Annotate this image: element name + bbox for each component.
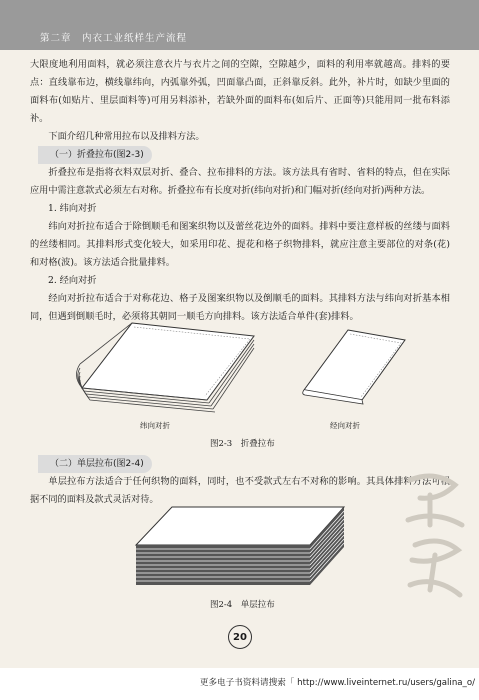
page-body (30, 56, 450, 326)
figure-caption: 图2-3 折叠拉布 (210, 439, 275, 449)
section-heading: （一）折叠拉布(图2-3) (38, 146, 152, 164)
chapter-header (0, 0, 479, 50)
single-layer-spreading-illustration (132, 505, 347, 590)
subsection-heading: 1. 纬向对折 (48, 203, 97, 214)
figure-caption: 图2-4 单层拉布 (210, 600, 275, 610)
paragraph: 经向对折拉布适合于对称花边、格子及图案织物以及倒顺毛的面料。其排料方法与纬向对折基本相同，但遇到倒顺毛时，必须将其朝同一顺毛方向排料。该方法适合单件(套)排料。 (30, 293, 450, 322)
subsection-heading: 2. 经向对折 (48, 275, 97, 286)
calligraphy-watermark-icon (400, 470, 470, 610)
page-number: 20 (228, 625, 252, 649)
footer-text: 更多电子书资料请搜索「 http://www.liveinternet.ru/users/galina_o/ (199, 678, 475, 688)
paragraph: 大限度地利用面料，就必须注意衣片与衣片之间的空隙，空隙越少，面料的利用率就越高。排料的要点：直线靠布边，横线靠纬向，内弧靠外弧，凹面靠凸面，正斜靠反斜。此外，补片时，如缺少里面的面料布(如贴片、里层面料等)可用另料添补，若缺外面的面料布(如后片、正面等)只能用同一批布料添补。 (30, 59, 450, 124)
figure-label-right: 经向对折 (330, 421, 360, 430)
paragraph: 折叠拉布是指将衣料双层对折、叠合、拉布排料的方法。该方法具有省时、省料的特点，但在实际应用中需注意款式必须左右对称。折叠拉布有长度对折(纬向对折)和门幅对折(经向对折)两种方法。 (30, 167, 450, 196)
chapter-title: 第二章 内衣工业纸样生产流程 (40, 33, 188, 44)
section-heading: （二）单层拉布(图2-4) (38, 455, 152, 473)
page-body-lower (30, 455, 450, 509)
paragraph: 下面介绍几种常用拉布以及排料方法。 (48, 131, 205, 142)
footer-bar (0, 676, 479, 696)
paragraph: 单层拉布方法适合于任何织物的面料，同时，也不受款式左右不对称的影响。其具体排料方法可根据不同的面料及款式灵活对待。 (30, 476, 450, 505)
figure-label-left: 纬向对折 (140, 421, 170, 430)
weft-fold-illustration (72, 318, 257, 418)
warp-fold-illustration (300, 328, 410, 408)
paragraph: 纬向对折拉布适合于除倒顺毛和图案织物以及蕾丝花边外的面料。排料中要注意样板的丝缕与面料的丝缕相同。其排料形式变化较大，如采用印花、提花和格子织物排料，就应注意主要部位的对条(花)和对格(波)。该方法适合批量排料。 (30, 221, 450, 268)
